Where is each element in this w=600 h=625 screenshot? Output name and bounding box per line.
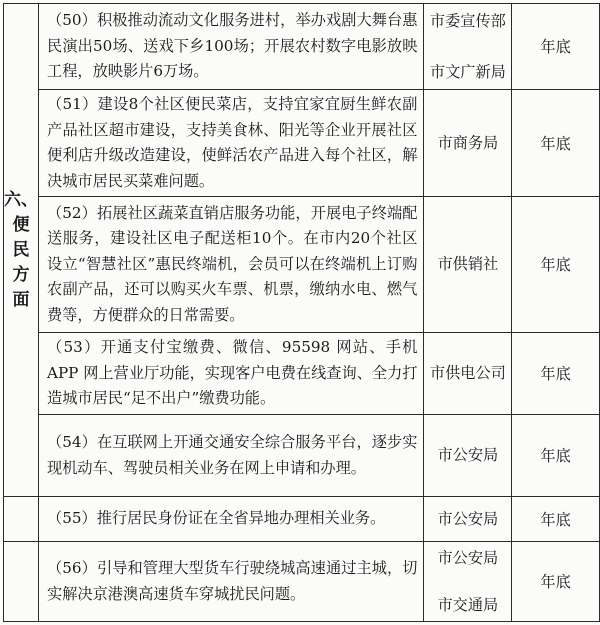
task-table	[3, 3, 600, 622]
task-content-52: （52）拓展社区蔬菜直销店服务功能，开展电子终端配送服务，建设社区电子配送柜10个。在市内20个社区设立“智慧社区”惠民终端机，会员可以在终端机上订购农副产品，还可以购买火车票、机票，缴纳水电、燃气费等，方便群众的日常需要。	[39, 197, 424, 333]
dept-cell-54: 市公安局	[424, 415, 512, 497]
dept-cell-56	[424, 542, 512, 622]
task-content-53: （53）开通支付宝缴费、微信、95598 网站、手机 APP 网上营业厅功能，实现客户电费在线查询、全力打造城市居民“足不出户”缴费功能。	[39, 333, 424, 415]
dept-cell-51: 市商务局	[424, 90, 512, 197]
deadline-56: 年底	[512, 542, 600, 622]
table-row	[4, 4, 600, 90]
dept-cell-50	[424, 4, 512, 90]
dept-name: 市交通局	[437, 595, 499, 614]
table-row	[4, 90, 600, 197]
table-row	[4, 542, 600, 622]
category-cell-empty	[4, 542, 39, 622]
dept-cell-55: 市公安局	[424, 497, 512, 542]
category-char: 面	[12, 289, 30, 310]
table-row	[4, 497, 600, 542]
dept-name: 市委宣传部	[429, 11, 506, 30]
task-content-56: （56）引导和管理大型货车行驶绕城高速通过主城，切实解决京港澳高速货车穿城扰民问题。	[39, 542, 424, 622]
category-cell-empty	[4, 497, 39, 542]
dept-name: 市公安局	[437, 548, 499, 567]
category-char: 民	[12, 239, 30, 260]
deadline-50: 年底	[512, 4, 600, 90]
table-row	[4, 333, 600, 415]
task-content-51: （51）建设8个社区便民菜店，支持宜家宜厨生鲜农副产品社区超市建设，支持美食林、阳光等企业开展社区便利店升级改造建设，使鲜活农产品进入每个社区，解决城市居民买菜难问题。	[39, 90, 424, 197]
category-char: 方	[12, 264, 30, 285]
table-row	[4, 197, 600, 333]
deadline-54: 年底	[512, 415, 600, 497]
task-content-55: （55）推行居民身份证在全省异地办理相关业务。	[39, 497, 424, 542]
deadline-53: 年底	[512, 333, 600, 415]
deadline-51: 年底	[512, 90, 600, 197]
dept-name: 市文广新局	[429, 62, 506, 81]
category-char: 便	[12, 214, 30, 235]
category-char: 六、	[4, 189, 38, 210]
dept-cell-53: 市供电公司	[424, 333, 512, 415]
table-row	[4, 415, 600, 497]
category-cell	[4, 4, 39, 497]
deadline-55: 年底	[512, 497, 600, 542]
task-content-50: （50）积极推动流动文化服务进村，举办戏剧大舞台惠民演出50场、送戏下乡100场；开展农村数字电影放映工程，放映影片6万场。	[39, 4, 424, 90]
task-content-54: （54）在互联网上开通交通安全综合服务平台，逐步实现机动车、驾驶员相关业务在网上申请和办理。	[39, 415, 424, 497]
deadline-52: 年底	[512, 197, 600, 333]
dept-cell-52: 市供销社	[424, 197, 512, 333]
